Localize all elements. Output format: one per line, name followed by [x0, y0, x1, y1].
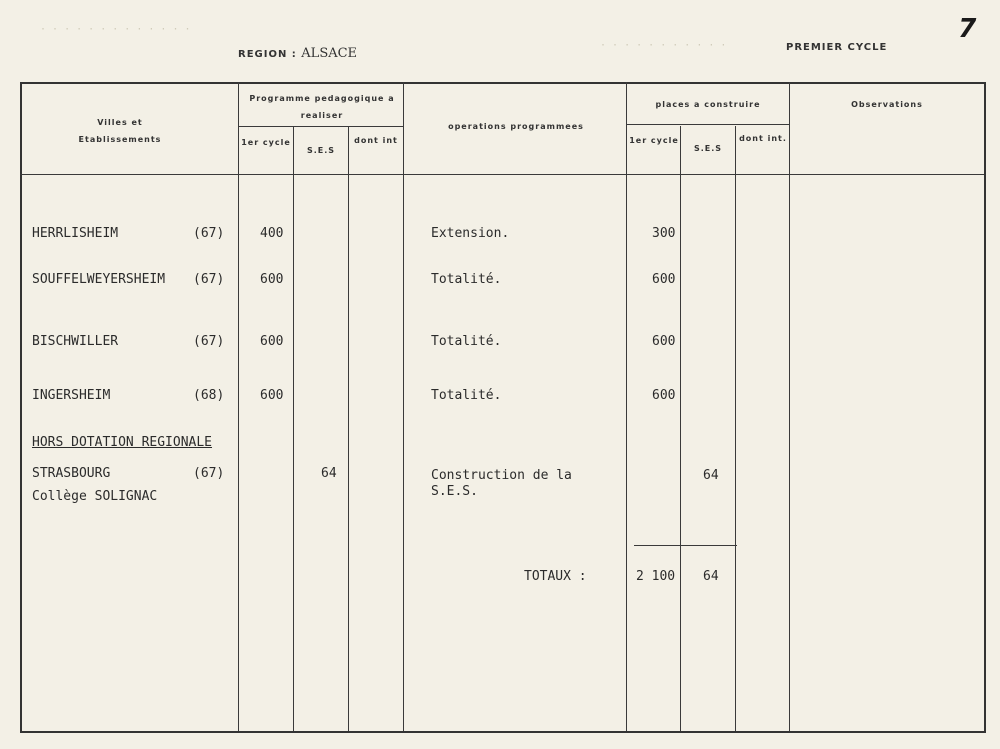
col-header-villes: Villes et Etablissements	[78, 118, 162, 144]
region-label: REGION :	[238, 49, 297, 60]
row-places-1er: 300	[652, 226, 676, 241]
divider-villes	[238, 82, 239, 731]
row-dept: (67)	[193, 334, 225, 349]
row-places-1er: 600	[652, 388, 676, 403]
row-ville: BISCHWILLER	[32, 334, 119, 349]
totals-places-ses: 64	[703, 569, 719, 584]
places-subheader-rule	[626, 124, 789, 125]
row-operation: Totalité.	[431, 388, 502, 403]
col-header-places-1er: 1er cycle	[629, 136, 679, 145]
hors-dotation-etablissement: Collège SOLIGNAC	[32, 489, 158, 504]
row-dept: (67)	[193, 272, 225, 287]
page-number: 7	[954, 14, 980, 44]
row-prog-1er: 600	[260, 272, 284, 287]
divider-places-ses	[735, 126, 736, 731]
bleed-through-text: · · · · · · · · · · · · ·	[40, 24, 191, 35]
row-operation: Totalité.	[431, 272, 502, 287]
col-header-prog-dont: dont int	[354, 136, 398, 145]
region-header	[238, 46, 357, 61]
hors-dotation-title: HORS DOTATION REGIONALE	[32, 435, 213, 450]
row-prog-1er: 600	[260, 334, 284, 349]
cycle-header: PREMIER CYCLE	[786, 42, 888, 53]
hors-dotation-places-ses: 64	[703, 468, 719, 483]
divider-places	[789, 82, 790, 731]
hors-dotation-prog-ses: 64	[321, 466, 337, 481]
divider-places-1er	[680, 126, 681, 731]
hors-dotation-operation: Construction de la	[431, 468, 572, 483]
row-places-1er: 600	[652, 272, 676, 287]
row-places-1er: 600	[652, 334, 676, 349]
row-dept: (67)	[193, 226, 225, 241]
programme-subheader-rule	[238, 126, 403, 127]
row-operation: Totalité.	[431, 334, 502, 349]
totals-label: TOTAUX :	[524, 569, 587, 584]
bleed-through-text: · · · · · · · · · · ·	[600, 40, 727, 51]
col-header-places-ses: S.E.S	[693, 144, 723, 153]
col-header-prog-1er: 1er cycle	[241, 138, 291, 147]
row-prog-1er: 600	[260, 388, 284, 403]
divider-programme	[403, 82, 404, 731]
col-header-places: places a construire	[655, 100, 761, 109]
totals-rule	[634, 545, 737, 546]
hors-dotation-dept: (67)	[193, 466, 225, 481]
col-header-observations: Observations	[851, 100, 923, 109]
col-header-operations: operations programmees	[448, 122, 584, 131]
divider-prog-ses	[348, 126, 349, 731]
row-dept: (68)	[193, 388, 225, 403]
row-ville: INGERSHEIM	[32, 388, 111, 403]
col-header-prog-ses: S.E.S	[306, 146, 336, 155]
header-bottom-rule	[20, 174, 984, 175]
divider-operations	[626, 82, 627, 731]
totals-places-1er: 2 100	[636, 569, 676, 584]
region-value: ALSACE	[301, 46, 358, 61]
col-header-places-dont: dont int.	[739, 134, 787, 143]
table-frame	[20, 82, 986, 733]
row-prog-1er: 400	[260, 226, 284, 241]
hors-dotation-ville: STRASBOURG	[32, 466, 111, 481]
hors-dotation-operation-cont: S.E.S.	[431, 484, 478, 499]
row-ville: SOUFFELWEYERSHEIM	[32, 272, 166, 287]
row-ville: HERRLISHEIM	[32, 226, 119, 241]
col-header-programme: Programme pedagogique a realiser	[249, 94, 395, 120]
row-operation: Extension.	[431, 226, 510, 241]
divider-prog-1er	[293, 126, 294, 731]
